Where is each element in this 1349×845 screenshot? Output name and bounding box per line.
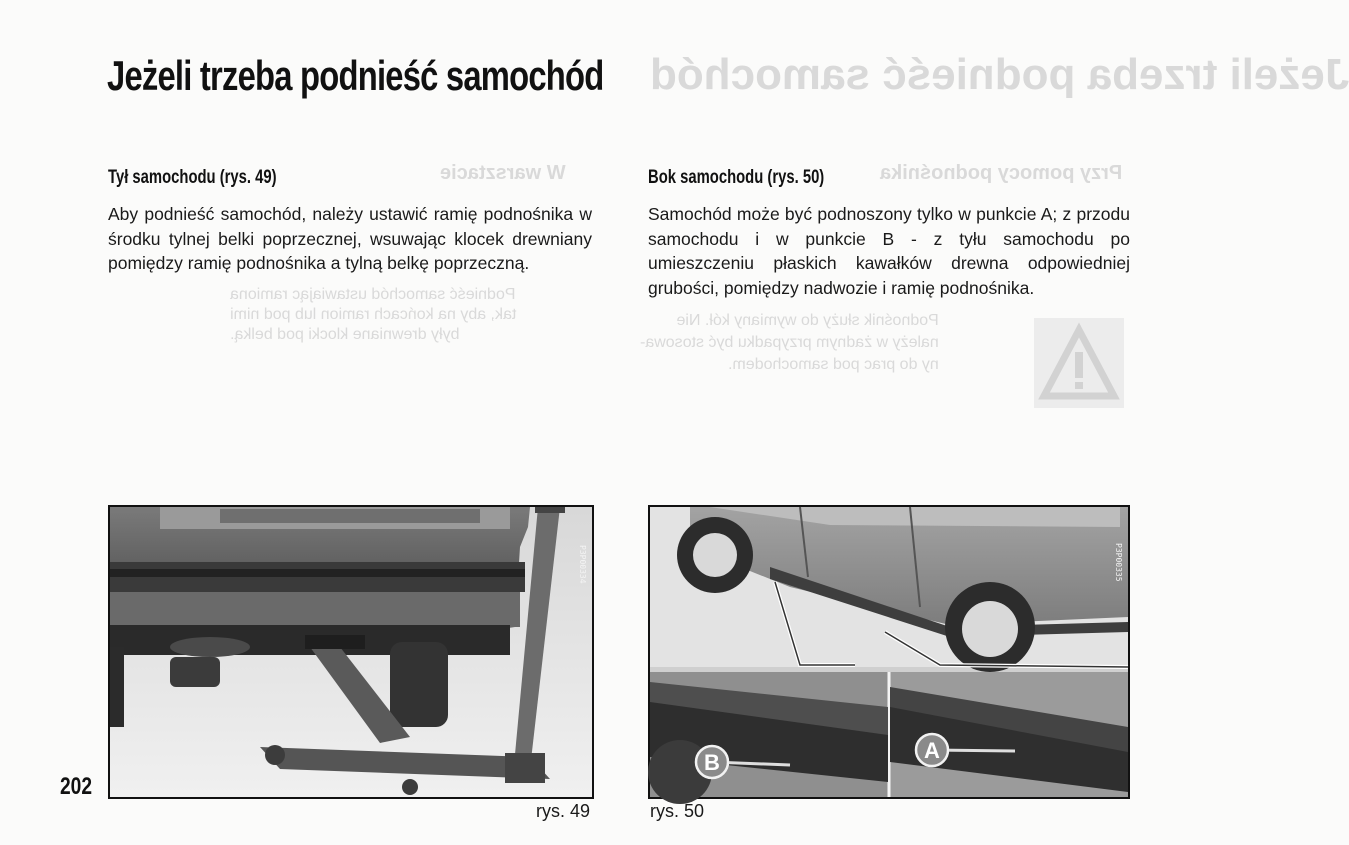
- point-a-reference: A: [1040, 204, 1053, 224]
- figure-49-rear-jack-photo: [108, 505, 594, 799]
- marker-a-label: A: [924, 738, 940, 763]
- side-lifting-instructions: [648, 202, 1130, 300]
- page-title: Jeżeli trzeba podnieść samochód: [107, 52, 604, 99]
- figure-code: P3P00335: [1114, 543, 1123, 582]
- bleed-through-right-text: [640, 310, 939, 376]
- point-b-reference: B: [882, 228, 895, 249]
- figure-50-caption: rys. 50: [650, 801, 705, 821]
- section-heading-rear: Tył samochodu (rys. 49): [108, 167, 277, 188]
- bleed-through-line: tak, aby na końcach ramion lub pod nimi: [230, 306, 517, 323]
- rear-lifting-instructions: Aby podnieść samochód, należy ustawić ramię podnośnika w środku tylnej belki poprzecznej, wsuwając klocek drewniany pomiędzy ramię podnośnika a tylną belkę poprzeczną.: [108, 204, 592, 273]
- text-segment: Samochód może być podnoszony tylko w punkcie: [648, 204, 1041, 224]
- bleed-through-right-heading: Przy pomocy podnośnika: [880, 162, 1123, 184]
- bleed-through-line: Podnieść samochód ustawiając ramiona: [230, 286, 516, 303]
- marker-b-label: B: [704, 750, 720, 775]
- bleed-through-line: należy w żadnym przypadku być stosowa-: [640, 334, 939, 351]
- bleed-through-left-text: [230, 285, 516, 345]
- bleed-through-line: ny do prac pod samochodem.: [728, 356, 939, 373]
- bleed-through-title: Jeżeli trzeba podnieść samochód: [650, 50, 1349, 99]
- section-heading-side: Bok samochodu (rys. 50): [648, 167, 825, 188]
- bleed-through-left-heading: W warsztacie: [440, 162, 566, 184]
- text-segment: ; z przodu samochodu i w punkcie: [648, 204, 1130, 249]
- figure-49-caption: rys. 49: [536, 801, 591, 821]
- figure-50-side-lift-points-photo: [648, 505, 1130, 799]
- page-number: 202: [60, 773, 93, 800]
- bleed-through-warning-icon: [1034, 318, 1124, 408]
- bleed-through-line: były drewniane klocki pod belką.: [230, 326, 460, 343]
- bleed-through-line: Podnośnik służy do wymiany kół. Nie: [676, 312, 939, 329]
- text-segment: - z tyłu samochodu po umieszczeniu płaskich kawałków drewna odpowiedniej grubości, pomiędzy nadwozie i ramię podnośnika.: [648, 228, 1130, 298]
- figure-code: P3P00334: [578, 545, 587, 584]
